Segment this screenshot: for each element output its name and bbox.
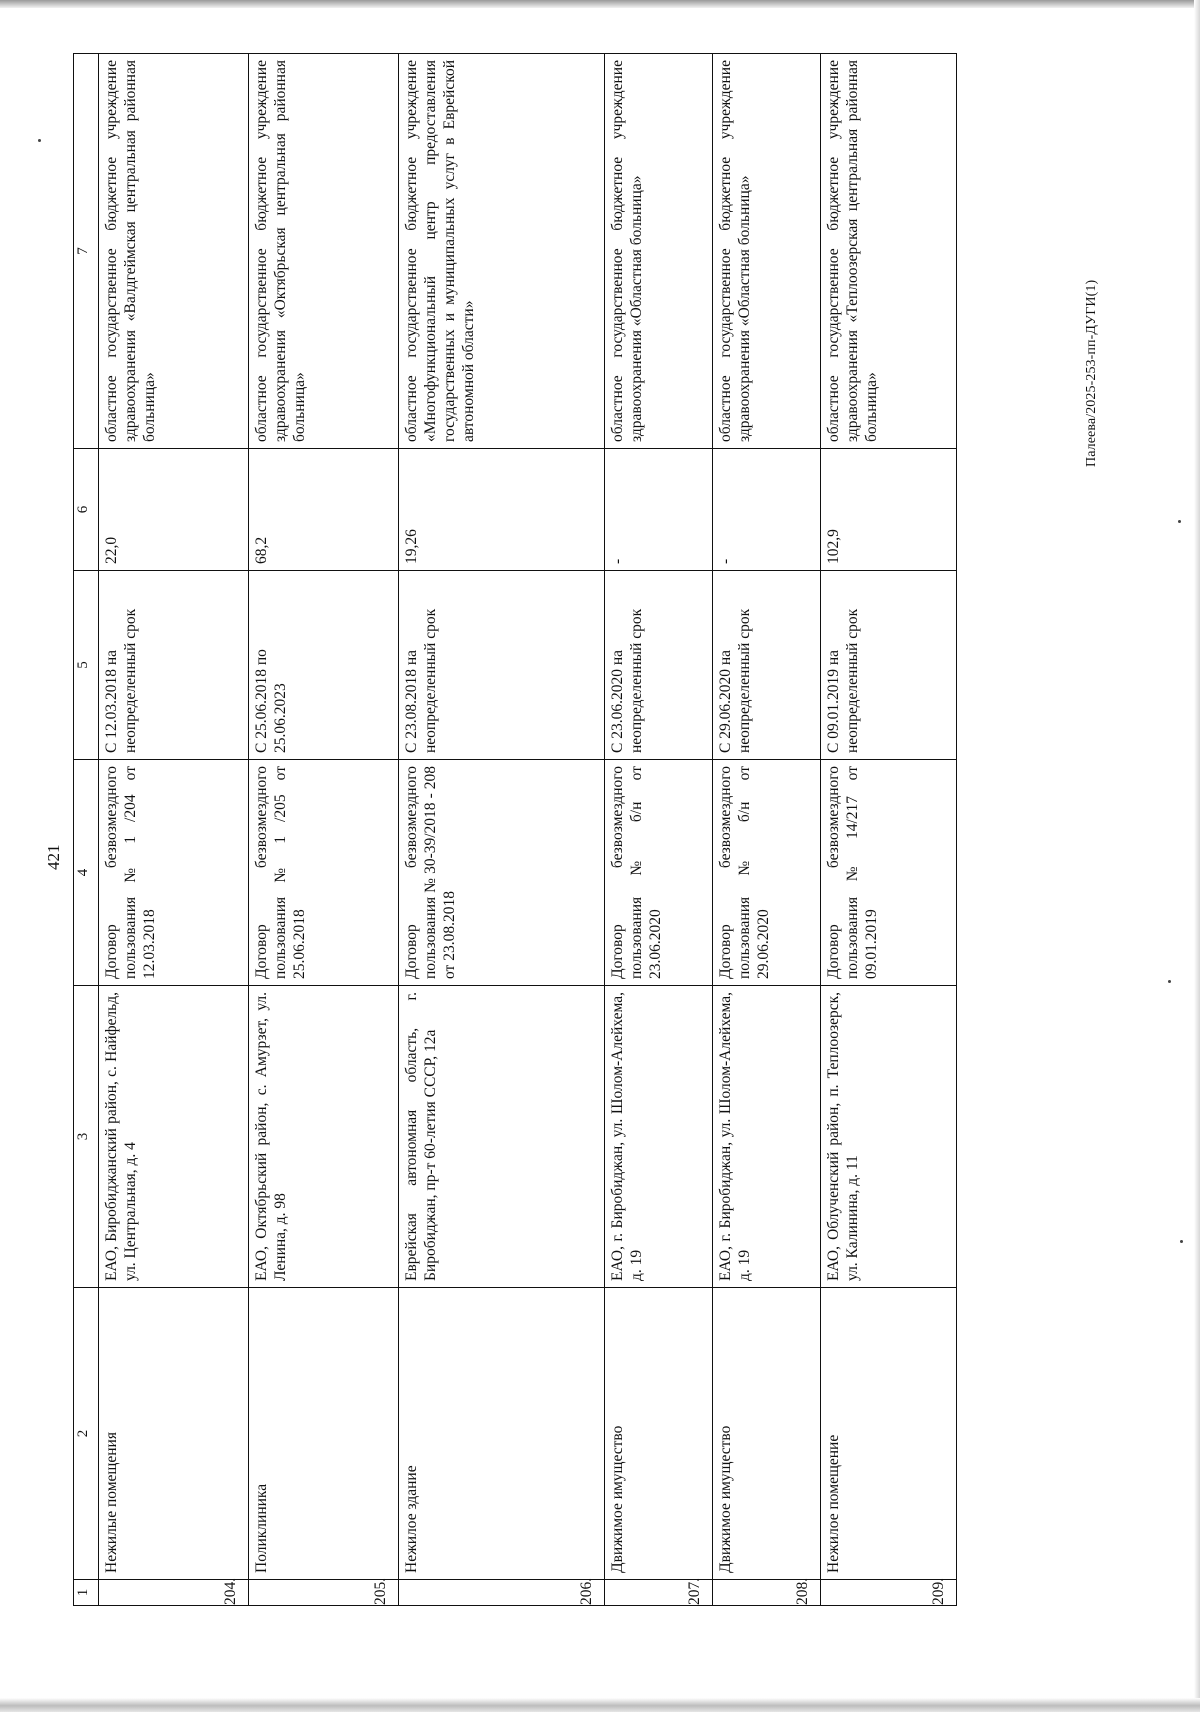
contract-details: Договор безвозмездного пользования № 30-39/2018 - 208 от 23.08.2018 (399, 760, 605, 986)
area: 68,2 (249, 449, 399, 571)
area: 22,0 (99, 449, 249, 571)
column-header: 6 (74, 449, 99, 571)
term: С 29.06.2020 на неопределенный срок (713, 571, 821, 760)
term: С 23.08.2018 на неопределенный срок (399, 571, 605, 760)
table-row (249, 54, 399, 1606)
area: 19,26 (399, 449, 605, 571)
object-name: Нежилое здание (399, 1288, 605, 1580)
area: - (713, 449, 821, 571)
page-number: 421 (44, 844, 63, 870)
row-number: 204. (99, 1580, 249, 1606)
term: С 25.06.2018 по 25.06.2023 (249, 571, 399, 760)
object-address: Еврейская автономная область, г. Биробиджан, пр-т 60-летия СССР, 12а (399, 986, 605, 1288)
column-header: 2 (74, 1288, 99, 1580)
object-address: ЕАО, г. Биробиджан, ул. Шолом-Алейхема, д. 19 (605, 986, 713, 1288)
row-number: 208. (713, 1580, 821, 1606)
object-name: Нежилые помещения (99, 1288, 249, 1580)
term: С 09.01.2019 на неопределенный срок (821, 571, 957, 760)
row-number: 209. (821, 1580, 957, 1606)
contract-details: Договор безвозмездного пользования № 1 /205 от 25.06.2018 (249, 760, 399, 986)
column-header: 1 (74, 1580, 99, 1606)
object-name: Поликлиника (249, 1288, 399, 1580)
object-name: Движимое имущество (713, 1288, 821, 1580)
column-header: 3 (74, 986, 99, 1288)
term: С 12.03.2018 на неопределенный срок (99, 571, 249, 760)
contract-details: Договор безвозмездного пользования № 14/217 от 09.01.2019 (821, 760, 957, 986)
table-row (399, 54, 605, 1606)
object-address: ЕАО, Октябрьский район, с. Амурзет, ул. Ленина, д. 98 (249, 986, 399, 1288)
object-name: Движимое имущество (605, 1288, 713, 1580)
table-row (605, 54, 713, 1606)
row-number: 207. (605, 1580, 713, 1606)
contract-details: Договор безвозмездного пользования № 1 /204 от 12.03.2018 (99, 760, 249, 986)
object-address: ЕАО, Биробиджанский район, с. Найфельд, ул. Центральная, д. 4 (99, 986, 249, 1288)
rights-holder: областное государственное бюджетное учреждение здравоохранения «Областная больница» (605, 54, 713, 449)
rights-holder: областное государственное бюджетное учреждение здравоохранения «Октябрьская центральная районная больница» (249, 54, 399, 449)
term: С 23.06.2020 на неопределенный срок (605, 571, 713, 760)
contract-details: Договор безвозмездного пользования № б/н от 29.06.2020 (713, 760, 821, 986)
area: - (605, 449, 713, 571)
object-address: ЕАО, г. Биробиджан, ул. Шолом-Алейхема, д. 19 (713, 986, 821, 1288)
row-number: 205. (249, 1580, 399, 1606)
row-number: 206. (399, 1580, 605, 1606)
rights-holder: областное государственное бюджетное учреждение здравоохранения «Теплоозерская центральная районная больница» (821, 54, 957, 449)
table-row (99, 54, 249, 1606)
rights-holder: областное государственное бюджетное учреждение здравоохранения «Областная больница» (713, 54, 821, 449)
contract-details: Договор безвозмездного пользования № б/н от 23.06.2020 (605, 760, 713, 986)
rights-holder: областное государственное бюджетное учреждение здравоохранения «Валдгеймская центральная районная больница» (99, 54, 249, 449)
document-code: Палеева/2025-253-пп-ДУГИ(1) (1084, 279, 1099, 467)
registry-table (73, 53, 957, 1606)
area: 102,9 (821, 449, 957, 571)
column-header: 5 (74, 571, 99, 760)
column-header: 7 (74, 54, 99, 449)
table-row (713, 54, 821, 1606)
object-address: ЕАО, Облученский район, п. Теплоозерск, ул. Калинина, д. 11 (821, 986, 957, 1288)
table-row (821, 54, 957, 1606)
column-header: 4 (74, 760, 99, 986)
rights-holder: областное государственное бюджетное учреждение «Многофункциональный центр предоставления государственных и муниципальных услуг в Еврейской автономной области» (399, 54, 605, 449)
object-name: Нежилое помещение (821, 1288, 957, 1580)
column-number-row (74, 54, 99, 1606)
